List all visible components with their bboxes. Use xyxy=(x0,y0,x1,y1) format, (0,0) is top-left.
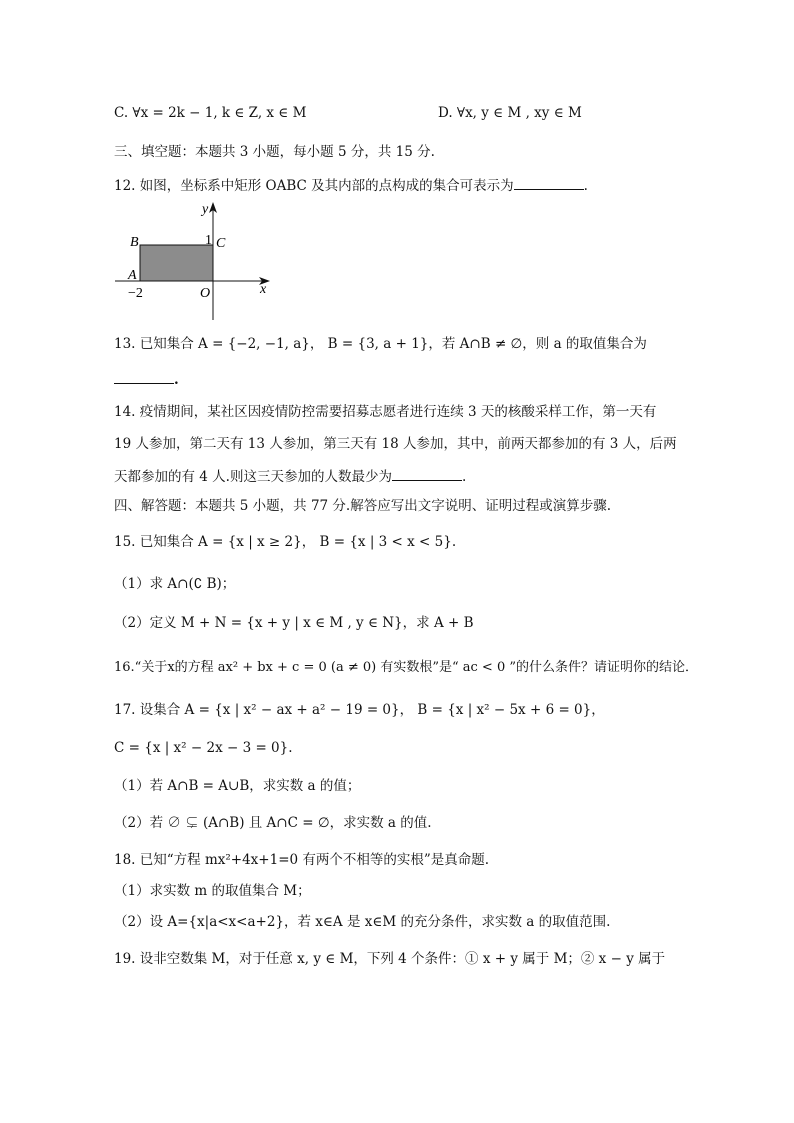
question-13-answer xyxy=(114,369,179,389)
label-y: y xyxy=(202,202,209,217)
label-a: A xyxy=(128,268,137,283)
question-14-text: 天都参加的有 4 人.则这三天参加的人数最少为 xyxy=(114,469,392,485)
question-17-line-2: C = {x | x² − 2x − 3 = 0}. xyxy=(114,740,293,756)
question-16: 16.“关于x的方程 ax² + bx + c = 0 (a ≠ 0) 有实数根”是“ ac < 0 ”的什么条件？请证明你的结论． xyxy=(114,660,699,675)
question-12-text: 12. 如图，坐标系中矩形 OABC 及其内部的点构成的集合可表示为 xyxy=(114,178,514,194)
label-b: B xyxy=(130,235,139,250)
option-d: D. ∀x, y ∈ M , xy ∈ M xyxy=(438,105,582,121)
question-14-line-1: 14. 疫情期间，某社区因疫情防控需要招募志愿者进行连续 3 天的核酸采样工作，第一天有 xyxy=(114,404,657,420)
option-c: C. ∀x = 2k − 1, k ∈ Z, x ∈ M xyxy=(114,105,307,121)
question-17: 17. 设集合 A = {x | x² − ax + a² − 19 = 0}， B = {x | x² − 5x + 6 = 0}， xyxy=(114,702,605,718)
question-15-part-1: （1）求 A∩(∁ B)； xyxy=(114,576,236,592)
coordinate-figure xyxy=(112,198,282,322)
question-13: 13. 已知集合 A = {−2, −1, a}， B = {3, a + 1}，若 A∩B ≠ ∅，则 a 的取值集合为 xyxy=(114,336,647,352)
label-one: 1 xyxy=(205,233,212,248)
question-15: 15. 已知集合 A = {x | x ≥ 2}， B = {x | 3 < x < 5}. xyxy=(114,534,457,550)
section-heading-answer: 四、解答题：本题共 5 小题，共 77 分.解答应写出文字说明、证明过程或演算步骤. xyxy=(114,498,612,514)
question-17-part-2: （2）若 ∅ ⊊ (A∩B) 且 A∩C = ∅，求实数 a 的值. xyxy=(114,815,432,831)
answer-blank xyxy=(514,175,584,190)
section-heading-fill-blank: 三、填空题：本题共 3 小题，每小题 5 分，共 15 分. xyxy=(114,144,435,160)
question-14-line-3 xyxy=(114,466,466,486)
question-14-line-2: 19 人参加，第二天有 13 人参加，第三天有 18 人参加，其中，前两天都参加的有 3 人，后两 xyxy=(114,436,677,452)
label-x: x xyxy=(260,282,267,297)
question-12 xyxy=(114,175,588,195)
question-17-part-1: （1）若 A∩B = A∪B，求实数 a 的值； xyxy=(114,778,361,794)
question-18-part-1: （1）求实数 m 的取值集合 M； xyxy=(114,883,311,899)
question-13-end: . xyxy=(174,372,179,388)
question-15-part-2: （2）定义 M + N = {x + y | x ∈ M , y ∈ N}，求 A + B xyxy=(114,615,474,631)
question-19: 19. 设非空数集 M，对于任意 x, y ∈ M，下列 4 个条件：① x + y 属于 M；② x − y 属于 xyxy=(114,951,666,967)
question-18-part-2: （2）设 A={x|a<x<a+2}，若 x∈A 是 x∈M 的充分条件，求实数 a 的取值范围. xyxy=(114,914,611,930)
label-o: O xyxy=(200,286,211,301)
question-12-end: . xyxy=(583,178,588,194)
answer-blank xyxy=(114,369,174,384)
label-c: C xyxy=(216,236,226,251)
rectangle-oabc xyxy=(140,245,213,281)
label-neg-two: −2 xyxy=(128,286,143,301)
question-14-end: . xyxy=(461,469,467,485)
question-18: 18. 已知“方程 mx²+4x+1=0 有两个不相等的实根”是真命题. xyxy=(114,852,490,868)
answer-blank xyxy=(392,466,462,481)
